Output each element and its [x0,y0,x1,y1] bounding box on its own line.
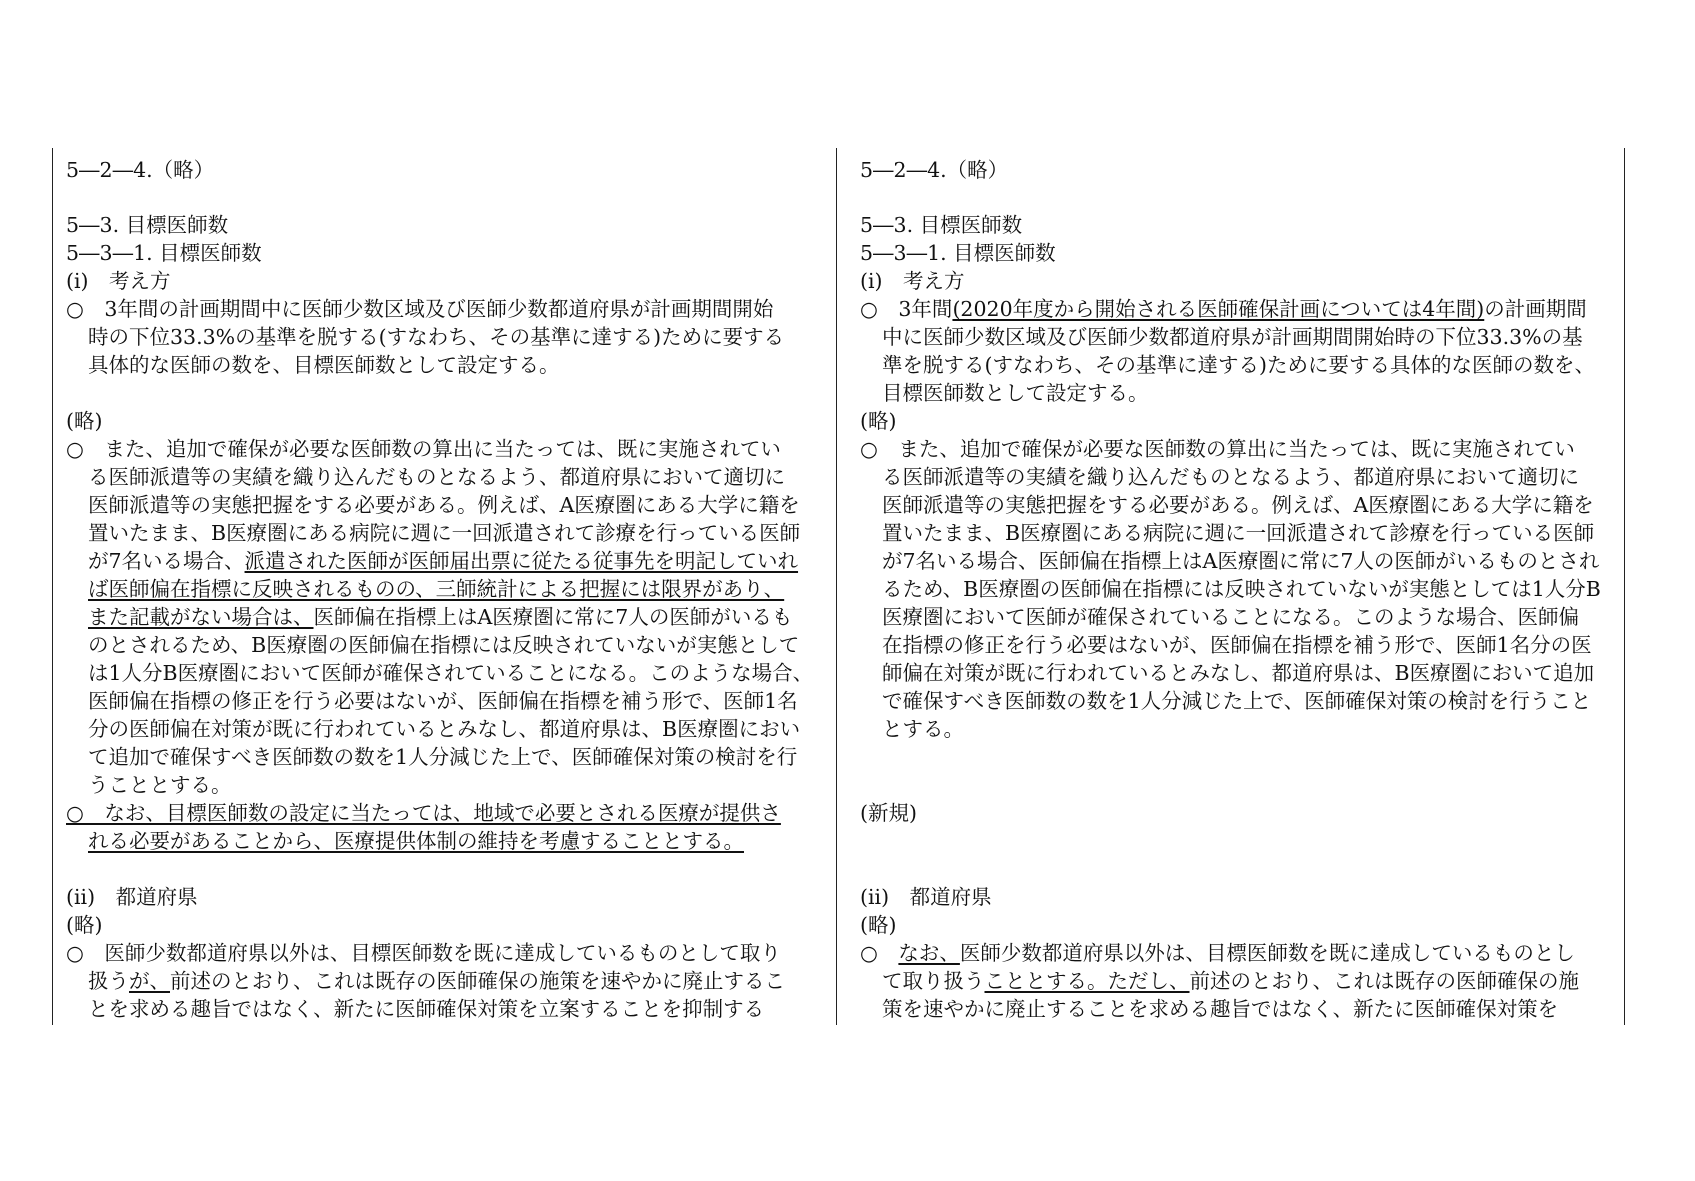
paragraph-line: 師偏在対策が既に行われているとみなし、都道府県は、B医療圏において追加 [882,661,1595,685]
left-border [52,148,53,1025]
underlined-text: なお、 [898,941,960,965]
paragraph-line: で確保すべき医師数の数を1人分減じた上で、医師確保対策の検討を行うこと [882,689,1592,713]
paragraph-line: 目標医師数として設定する。 [882,381,1149,405]
paragraph-line: ○ また、追加で確保が必要な医師数の算出に当たっては、既に実施されてい [66,437,781,461]
paragraph-line: るため、B医療圏の医師偏在指標には反映されていないが実態としては1人分B [882,577,1601,601]
subsection-heading: (ii) 都道府県 [66,885,198,909]
underlined-text: が、 [129,969,170,993]
section-heading: 5―3. 目標医師数 [66,213,229,237]
paragraph-line [860,939,1575,967]
paragraph-line: うこととする。 [88,773,232,797]
paragraph-line: 医師派遣等の実態把握をする必要がある。例えば、A医療圏にある大学に籍を [882,493,1594,517]
paragraph-line: 在指標の修正を行う必要はないが、医師偏在指標を補う形で、医師1名分の医 [882,633,1592,657]
section-heading: 5―3. 目標医師数 [860,213,1023,237]
omitted-note: (略) [66,409,103,433]
paragraph-line: 準を脱する(すなわち、その基準に達する)ために要する具体的な医師の数を、 [882,353,1595,377]
paragraph-line: ○ 3年間の計画期間中に医師少数区域及び医師少数都道府県が計画期間開始 [66,297,774,321]
section-heading: 5―2―4.（略） [66,158,215,182]
section-heading: 5―2―4.（略） [860,158,1009,182]
underlined-line: ○ なお、目標医師数の設定に当たっては、地域で必要とされる医療が提供さ [66,801,781,825]
paragraph-line: 置いたまま、B医療圏にある病院に週に一回派遣されて診療を行っている医師 [88,521,801,545]
paragraph-line: 時の下位33.3%の基準を脱する(すなわち、その基準に達する)ために要する [88,325,785,349]
subsection-heading: (i) 考え方 [860,269,965,293]
paragraph-line: る医師派遣等の実績を織り込んだものとなるよう、都道府県において適切に [88,465,785,489]
paragraph-line: 医師偏在指標の修正を行う必要はないが、医師偏在指標を補う形で、医師1名 [88,689,798,713]
text-segment: 扱う [88,969,129,993]
right-border [1624,148,1625,1025]
paragraph-line: 置いたまま、B医療圏にある病院に週に一回派遣されて診療を行っている医師 [882,521,1595,545]
paragraph-line: ○ また、追加で確保が必要な医師数の算出に当たっては、既に実施されてい [860,437,1575,461]
section-heading: 5―3―1. 目標医師数 [66,241,262,265]
text-segment: て取り扱う [882,969,985,993]
omitted-note: (略) [860,913,897,937]
paragraph-line: 中に医師少数区域及び医師少数都道府県が計画期間開始時の下位33.3%の基 [882,325,1583,349]
text-segment: 医師偏在指標上はA医療圏に常に7人の医師がいるも [313,605,793,629]
text-segment: 前述のとおり、これは既存の医師確保の施 [1189,969,1579,993]
paragraph-line: は1人分B医療圏において医師が確保されていることになる。このような場合、 [88,661,814,685]
paragraph-line: る医師派遣等の実績を織り込んだものとなるよう、都道府県において適切に [882,465,1579,489]
paragraph-line: が7名いる場合、医師偏在指標上はA医療圏に常に7人の医師がいるものとされ [882,549,1600,573]
omitted-note: (略) [860,409,897,433]
text-segment: が7名いる場合、 [88,549,245,573]
paragraph-line [882,967,1579,995]
text-segment: ○ 3年間 [860,297,953,321]
text-segment: 前述のとおり、これは既存の医師確保の施策を速やかに廃止するこ [170,969,785,993]
paragraph-line: 医療圏において医師が確保されていることになる。このような場合、医師偏 [882,605,1579,629]
paragraph-line: 具体的な医師の数を、目標医師数として設定する。 [88,353,560,377]
paragraph-line: て追加で確保すべき医師数の数を1人分減じた上で、医師確保対策の検討を行 [88,745,798,769]
underlined-text: 派遣された医師が医師届出票に従たる従事先を明記していれ [244,549,799,573]
center-divider [836,148,837,1025]
text-segment: ○ [860,941,899,965]
paragraph-line: 医師派遣等の実態把握をする必要がある。例えば、A医療圏にある大学に籍を [88,493,800,517]
subsection-heading: (i) 考え方 [66,269,171,293]
paragraph-line [88,603,792,631]
paragraph-line [88,967,785,995]
underlined-text: (2020年度から開始される医師確保計画については4年間) [952,297,1485,321]
underlined-text: こととする。ただし、 [984,969,1190,993]
paragraph-line: とを求める趣旨ではなく、新たに医師確保対策を立案することを抑制する [88,997,765,1021]
comparison-table [52,148,1644,1025]
underlined-line: れる必要があることから、医療提供体制の維持を考慮することとする。 [88,829,744,853]
underlined-text: また記載がない場合は、 [88,605,314,629]
new-entry-note: (新規) [860,801,917,825]
paragraph-line [88,547,798,575]
paragraph-line: とする。 [882,717,964,741]
section-heading: 5―3―1. 目標医師数 [860,241,1056,265]
paragraph-line: ○ 医師少数都道府県以外は、目標医師数を既に達成しているものとして取り [66,941,781,965]
text-segment: の計画期間 [1484,297,1587,321]
paragraph-line [860,295,1587,323]
paragraph-line: のとされるため、B医療圏の医師偏在指標には反映されていないが実態として [88,633,800,657]
text-segment: 医師少数都道府県以外は、目標医師数を既に達成しているものとし [959,941,1575,965]
paragraph-line: 策を速やかに廃止することを求める趣旨ではなく、新たに医師確保対策を [882,997,1559,1021]
underlined-line: ば医師偏在指標に反映されるものの、三師統計による把握には限界があり、 [88,577,785,601]
omitted-note: (略) [66,913,103,937]
paragraph-line: 分の医師偏在対策が既に行われているとみなし、都道府県は、B医療圏におい [88,717,801,741]
subsection-heading: (ii) 都道府県 [860,885,992,909]
